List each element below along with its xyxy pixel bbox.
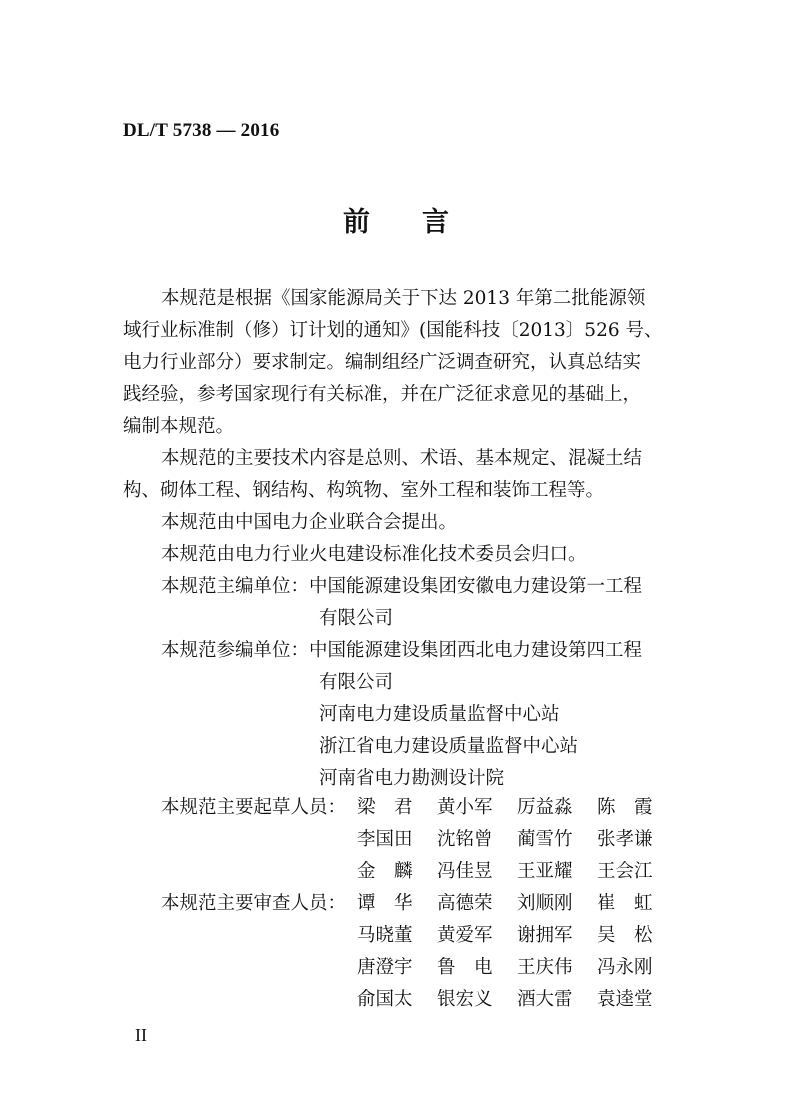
paragraph-line: 电力行业部分）要求制定。编制组经广泛调查研究，认真总结实 <box>123 352 642 373</box>
reviewer-name: 崔 虹 <box>597 893 653 914</box>
reviewer-name: 袁逵堂 <box>597 989 653 1010</box>
drafter-name: 梁 君 <box>357 797 413 818</box>
page-number: II <box>135 1025 147 1045</box>
chief-editor-row <box>123 571 683 603</box>
co-editor-org: 有限公司 <box>319 672 394 693</box>
paragraph-line: 践经验，参考国家现行有关标准，并在广泛征求意见的基础上， <box>123 384 642 405</box>
drafter-name: 王会江 <box>597 861 653 882</box>
reviewer-name: 唐澄宇 <box>357 957 413 978</box>
paragraph-line: 构、砌体工程、钢结构、构筑物、室外工程和装饰工程等。 <box>123 480 605 501</box>
reviewers-label: 本规范主要审查人员： <box>161 893 347 914</box>
reviewer-name: 黄爱军 <box>437 925 493 946</box>
reviewer-name: 高德荣 <box>437 893 493 914</box>
reviewer-name: 谢拥军 <box>517 925 573 946</box>
drafter-name: 陈 霞 <box>597 797 653 818</box>
reviewer-name: 王庆伟 <box>517 957 573 978</box>
drafters-label: 本规范主要起草人员： <box>161 797 347 818</box>
paragraph-1 <box>123 283 683 795</box>
chief-editor-org-cont: 有限公司 <box>319 608 394 629</box>
drafter-name: 黄小军 <box>437 797 493 818</box>
reviewer-name: 刘顺刚 <box>517 893 573 914</box>
drafter-name: 冯佳昱 <box>437 861 493 882</box>
reviewer-name: 鲁 电 <box>437 957 493 978</box>
chief-editor-label: 本规范主编单位： <box>161 576 310 597</box>
drafter-name: 厉益淼 <box>517 797 573 818</box>
co-editor-org: 河南省电力勘测设计院 <box>319 768 505 789</box>
paragraph-line: 域行业标准制（修）订计划的通知》(国能科技〔2013〕526 号、 <box>123 320 663 341</box>
co-editor-org: 河南电力建设质量监督中心站 <box>319 704 560 725</box>
reviewer-name: 银宏义 <box>437 989 493 1010</box>
reviewer-name: 谭 华 <box>357 893 413 914</box>
reviewer-name: 吴 松 <box>597 925 653 946</box>
reviewer-name: 酒大雷 <box>517 989 573 1010</box>
co-editor-org: 浙江省电力建设质量监督中心站 <box>319 736 579 757</box>
drafter-name: 蔺雪竹 <box>517 829 573 850</box>
page-title: 前言 <box>343 207 501 238</box>
drafter-name: 金 麟 <box>357 861 413 882</box>
drafter-name: 沈铭曾 <box>437 829 493 850</box>
drafter-name: 张孝谦 <box>597 829 653 850</box>
reviewer-name: 俞国太 <box>357 989 413 1010</box>
chief-editor-org: 中国能源建设集团安徽电力建设第一工程 <box>309 576 643 597</box>
paragraph-line: 本规范由中国电力企业联合会提出。 <box>161 512 458 533</box>
reviewer-name: 冯永刚 <box>597 957 653 978</box>
paragraph-line: 本规范的主要技术内容是总则、术语、基本规定、混凝土结 <box>161 448 643 469</box>
paragraph-line: 本规范是根据《国家能源局关于下达 2013 年第二批能源领 <box>161 288 646 309</box>
drafter-name: 王亚耀 <box>517 861 573 882</box>
paragraph-line: 编制本规范。 <box>123 416 235 437</box>
paragraph-line: 本规范由电力行业火电建设标准化技术委员会归口。 <box>161 544 587 565</box>
co-editor-org: 中国能源建设集团西北电力建设第四工程 <box>309 640 643 661</box>
reviewer-name: 马晓董 <box>357 925 413 946</box>
drafter-name: 李国田 <box>357 829 413 850</box>
co-editor-label: 本规范参编单位： <box>161 640 310 661</box>
standard-code: DL/T 5738 — 2016 <box>123 120 280 141</box>
co-editor-row <box>123 635 683 667</box>
